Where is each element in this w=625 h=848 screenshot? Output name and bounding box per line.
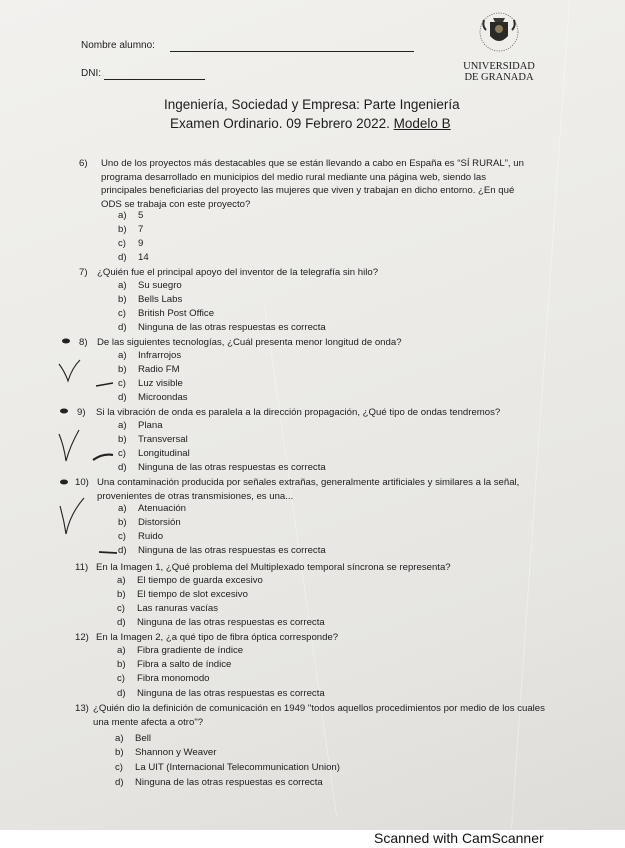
option-9d[interactable]: [118, 462, 326, 473]
option-text: Ninguna de las otras respuestas es correcta: [135, 777, 323, 788]
option-letter: c): [118, 238, 126, 249]
answer-mark-8c: [96, 383, 113, 386]
question-number: 11): [75, 562, 89, 573]
option-10d[interactable]: [118, 545, 326, 556]
option-text: Fibra monomodo: [137, 673, 210, 684]
option-13c[interactable]: [115, 762, 340, 773]
option-11d[interactable]: [117, 617, 325, 628]
option-text: 5: [138, 210, 144, 221]
question-text: Una contaminación producida por señales extrañas, generalmente artificiales y similares a la señal, provenientes de otras transmisiones, es una...: [97, 477, 520, 502]
option-letter: c): [118, 378, 126, 389]
check-mark-q9: [59, 430, 79, 461]
option-text: Ninguna de las otras respuestas es correcta: [137, 617, 325, 628]
option-letter: b): [115, 747, 124, 758]
question-text: En la Imagen 1, ¿Qué problema del Multiplexado temporal síncrona se representa?: [96, 562, 451, 573]
option-text: El tiempo de slot excesivo: [137, 589, 248, 600]
question-8: [79, 336, 529, 350]
name-label: Nombre alumno:: [81, 40, 155, 51]
exam-title: Ingeniería, Sociedad y Empresa: Parte Ingeniería: [164, 97, 460, 112]
bullet-mark-q9: [60, 409, 68, 414]
option-text: Ninguna de las otras respuestas es correcta: [138, 545, 326, 556]
exam-date: Examen Ordinario. 09 Febrero 2022.: [170, 116, 390, 131]
university-line-1: UNIVERSIDAD: [463, 61, 535, 72]
option-text: Bell: [135, 733, 151, 744]
option-letter: c): [117, 673, 125, 684]
option-letter: d): [118, 545, 127, 556]
option-letter: b): [118, 434, 127, 445]
option-text: Bells Labs: [138, 294, 183, 305]
question-number: 7): [79, 267, 88, 278]
question-text: ¿Quién fue el principal apoyo del inventor de la telegrafía sin hilo?: [97, 267, 379, 278]
option-text: Microondas: [138, 392, 188, 403]
option-letter: c): [118, 531, 126, 542]
option-text: Las ranuras vacías: [137, 603, 219, 614]
check-mark-q8: [59, 360, 80, 381]
option-6b[interactable]: [118, 224, 143, 235]
option-8a[interactable]: [118, 350, 181, 361]
option-9b[interactable]: [118, 434, 188, 445]
option-9c[interactable]: [118, 448, 190, 459]
answer-mark-10d: [99, 552, 117, 553]
option-8b[interactable]: [118, 364, 180, 375]
option-text: Atenuación: [138, 503, 187, 514]
option-letter: a): [118, 280, 127, 291]
question-number: 8): [79, 337, 88, 348]
option-text: British Post Office: [138, 308, 215, 319]
option-letter: a): [117, 645, 126, 656]
check-mark-q10: [60, 498, 84, 534]
option-letter: a): [115, 733, 124, 744]
question-13: [75, 702, 545, 729]
option-text: Infrarrojos: [138, 350, 182, 361]
option-text: Ninguna de las otras respuestas es correcta: [138, 322, 326, 333]
option-letter: d): [115, 777, 124, 788]
option-text: El tiempo de guarda excesivo: [137, 575, 263, 586]
option-7d[interactable]: [118, 322, 326, 333]
option-11a[interactable]: [117, 575, 263, 586]
option-text: Longitudinal: [138, 448, 190, 459]
option-7c[interactable]: [118, 308, 214, 319]
option-letter: a): [118, 503, 127, 514]
option-letter: c): [115, 762, 123, 773]
option-8d[interactable]: [118, 392, 188, 403]
question-number: 6): [79, 158, 88, 169]
paper-crease: [264, 302, 337, 817]
option-text: 7: [138, 224, 144, 235]
option-6d[interactable]: [118, 252, 149, 263]
question-number: 10): [75, 477, 89, 488]
option-text: Ruido: [138, 531, 164, 542]
option-letter: c): [118, 308, 126, 319]
question-9: [77, 406, 527, 420]
option-letter: b): [118, 224, 127, 235]
university-crest-logo: [478, 8, 520, 56]
option-text: Ninguna de las otras respuestas es correcta: [138, 462, 326, 473]
option-10a[interactable]: [118, 503, 186, 514]
option-letter: b): [117, 659, 126, 670]
option-letter: b): [117, 589, 126, 600]
scanner-footer: [0, 830, 625, 848]
exam-subtitle: [170, 116, 451, 131]
exam-model: Modelo B: [393, 116, 451, 131]
option-text: Fibra a salto de índice: [137, 659, 232, 670]
option-text: Fibra gradiente de índice: [137, 645, 244, 656]
option-letter: b): [118, 294, 127, 305]
option-text: Radio FM: [138, 364, 180, 375]
question-text: ¿Quién dio la definición de comunicación en 1949 "todos aquellos procedimientos por medio de los cuales una mente afecta a otro"?: [93, 703, 545, 728]
option-letter: b): [118, 364, 127, 375]
option-letter: d): [117, 617, 126, 628]
option-text: Luz visible: [138, 378, 183, 389]
option-letter: b): [118, 517, 127, 528]
option-letter: d): [118, 392, 127, 403]
university-line-2: DE GRANADA: [464, 72, 534, 83]
question-11: [75, 561, 535, 575]
option-12c[interactable]: [117, 673, 210, 684]
question-10: [75, 476, 540, 503]
question-number: 12): [75, 632, 89, 643]
option-text: Su suegro: [138, 280, 182, 291]
question-number: 9): [77, 407, 86, 418]
option-text: Ninguna de las otras respuestas es correcta: [137, 688, 325, 699]
university-name: [459, 61, 539, 83]
option-text: Shannon y Weaver: [135, 747, 217, 758]
bullet-mark-q8: [62, 339, 70, 344]
scanner-watermark: Scanned with CamScanner: [374, 830, 544, 846]
option-12a[interactable]: [117, 645, 243, 656]
option-6c[interactable]: [118, 238, 143, 249]
question-text: Uno de los proyectos más destacables que se están llevando a cabo en España es “SÍ RURAL”, un programa desarrollado en municipios del medio rural mediante una página web, siendo las principales beneficiarias del proyecto las mujeres que viven y trabajan en dicho entorno. ¿En qué ODS se trabaja con este proyecto?: [101, 158, 524, 210]
dni-field[interactable]: [104, 69, 205, 80]
option-letter: a): [118, 210, 127, 221]
option-letter: a): [118, 420, 127, 431]
question-text: Si la vibración de onda es paralela a la dirección propagación, ¿Qué tipo de ondas tendremos?: [96, 407, 501, 418]
option-letter: c): [117, 603, 125, 614]
question-6: [79, 157, 529, 211]
option-letter: a): [118, 350, 127, 361]
question-text: En la Imagen 2, ¿a qué tipo de fibra óptica corresponde?: [96, 632, 339, 643]
question-number: 13): [75, 703, 89, 714]
option-13a[interactable]: [115, 733, 151, 744]
option-7b[interactable]: [118, 294, 182, 305]
option-letter: d): [118, 252, 127, 263]
option-11c[interactable]: [117, 603, 218, 614]
option-text: La UIT (Internacional Telecommunication Union): [135, 762, 340, 773]
option-letter: d): [118, 322, 127, 333]
option-9a[interactable]: [118, 420, 163, 431]
option-text: Transversal: [138, 434, 188, 445]
option-12d[interactable]: [117, 688, 325, 699]
option-7a[interactable]: [118, 280, 182, 291]
name-field[interactable]: [170, 41, 414, 52]
option-10c[interactable]: [118, 531, 163, 542]
option-text: Distorsión: [138, 517, 181, 528]
option-13d[interactable]: [115, 777, 323, 788]
option-6a[interactable]: [118, 210, 143, 221]
option-letter: d): [117, 688, 126, 699]
option-letter: d): [118, 462, 127, 473]
answer-mark-9c: [93, 455, 113, 460]
option-12b[interactable]: [117, 659, 231, 670]
question-7: [79, 266, 529, 280]
bullet-mark-q10: [60, 480, 68, 485]
question-text: De las siguientes tecnologías, ¿Cuál presenta menor longitud de onda?: [97, 337, 402, 348]
option-text: Plana: [138, 420, 163, 431]
option-letter: c): [118, 448, 126, 459]
dni-label: DNI:: [81, 68, 101, 79]
option-11b[interactable]: [117, 589, 248, 600]
option-text: 9: [138, 238, 144, 249]
option-text: 14: [138, 252, 149, 263]
option-letter: a): [117, 575, 126, 586]
question-12: [75, 631, 535, 645]
option-13b[interactable]: [115, 747, 216, 758]
option-10b[interactable]: [118, 517, 181, 528]
option-8c[interactable]: [118, 378, 183, 389]
